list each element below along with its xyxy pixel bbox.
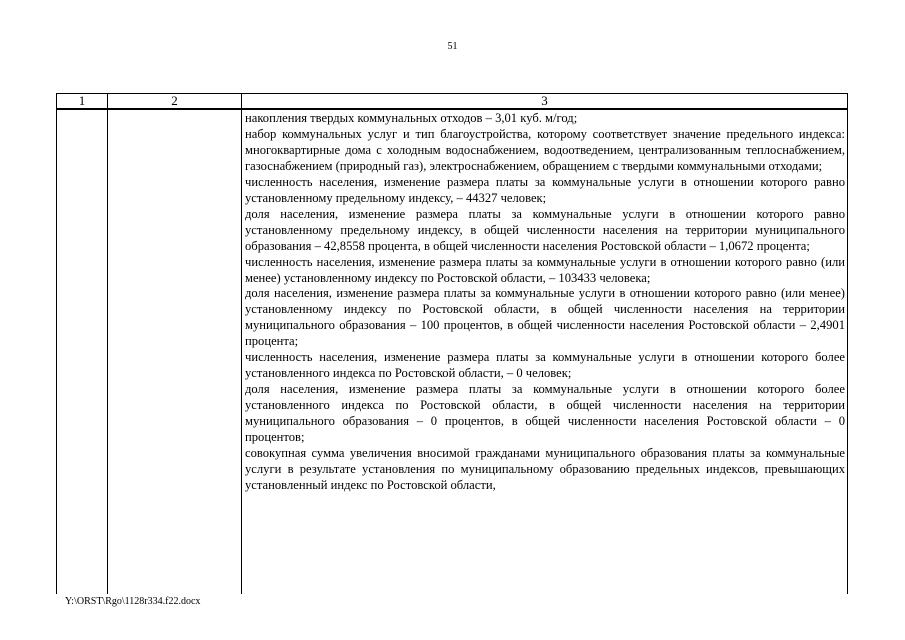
paragraph: численность населения, изменение размера платы за коммунальные услуги в отношении которого равно установленному предельному индексу, – 44327 человек; <box>245 174 845 205</box>
header-cell-3: 3 <box>242 94 848 110</box>
header-cell-2: 2 <box>108 94 242 110</box>
body-cell-2 <box>108 109 242 594</box>
body-cell-3 <box>242 109 848 594</box>
cell-text-block <box>242 110 847 494</box>
paragraph: доля населения, изменение размера платы за коммунальные услуги в отношении которого более установленного индекса по Ростовской области, в общей численности населения на территории муниципального образования – 0 процентов, в общей численности населения Ростовской области – 0 процентов; <box>245 382 845 445</box>
header-cell-1: 1 <box>57 94 108 110</box>
paragraph: совокупная сумма увеличения вносимой гражданами муниципального образования платы за коммунальные услуги в результате установления по муниципальному образованию предельных индексов, превышающих установленный индекс по Ростовской области, <box>245 446 845 492</box>
paragraph: набор коммунальных услуг и тип благоустройства, которому соответствует значение предельного индекса: многоквартирные дома с холодным водоснабжением, водоотведением, централизованным теплоснабжением, газоснабжением (природный газ), электроснабжением, обращением с твердыми коммунальными отходами; <box>245 126 845 173</box>
body-cell-1 <box>57 109 108 594</box>
file-path-footer: Y:\ORST\Rgo\1128r334.f22.docx <box>65 596 201 607</box>
paragraph: доля населения, изменение размера платы за коммунальные услуги в отношении которого равно (или менее) установленному индексу по Ростовской области, в общей численности населения на территории муниципального образования – 100 процентов, в общей численности населения Ростовской области – 2,4901 процента; <box>245 286 845 349</box>
paragraph: доля населения, изменение размера платы за коммунальные услуги в отношении которого равно установленному предельному индексу, в общей численности населения на территории муниципального образования – 42,8558 процента, в общей численности населения Ростовской области – 1,0672 процента; <box>245 206 845 253</box>
table-body-row <box>57 109 848 594</box>
table-header-row <box>57 94 848 110</box>
paragraph: накопления твердых коммунальных отходов – 3,01 куб. м/год; <box>245 111 578 125</box>
paragraph: численность населения, изменение размера платы за коммунальные услуги в отношении которого равно (или менее) установленному индексу по Ростовской области, – 103433 человека; <box>245 254 845 285</box>
document-table <box>56 93 848 594</box>
paragraph: численность населения, изменение размера платы за коммунальные услуги в отношении которого более установленного индекса по Ростовской области, – 0 человек; <box>245 350 845 381</box>
page-number: 51 <box>447 41 458 52</box>
